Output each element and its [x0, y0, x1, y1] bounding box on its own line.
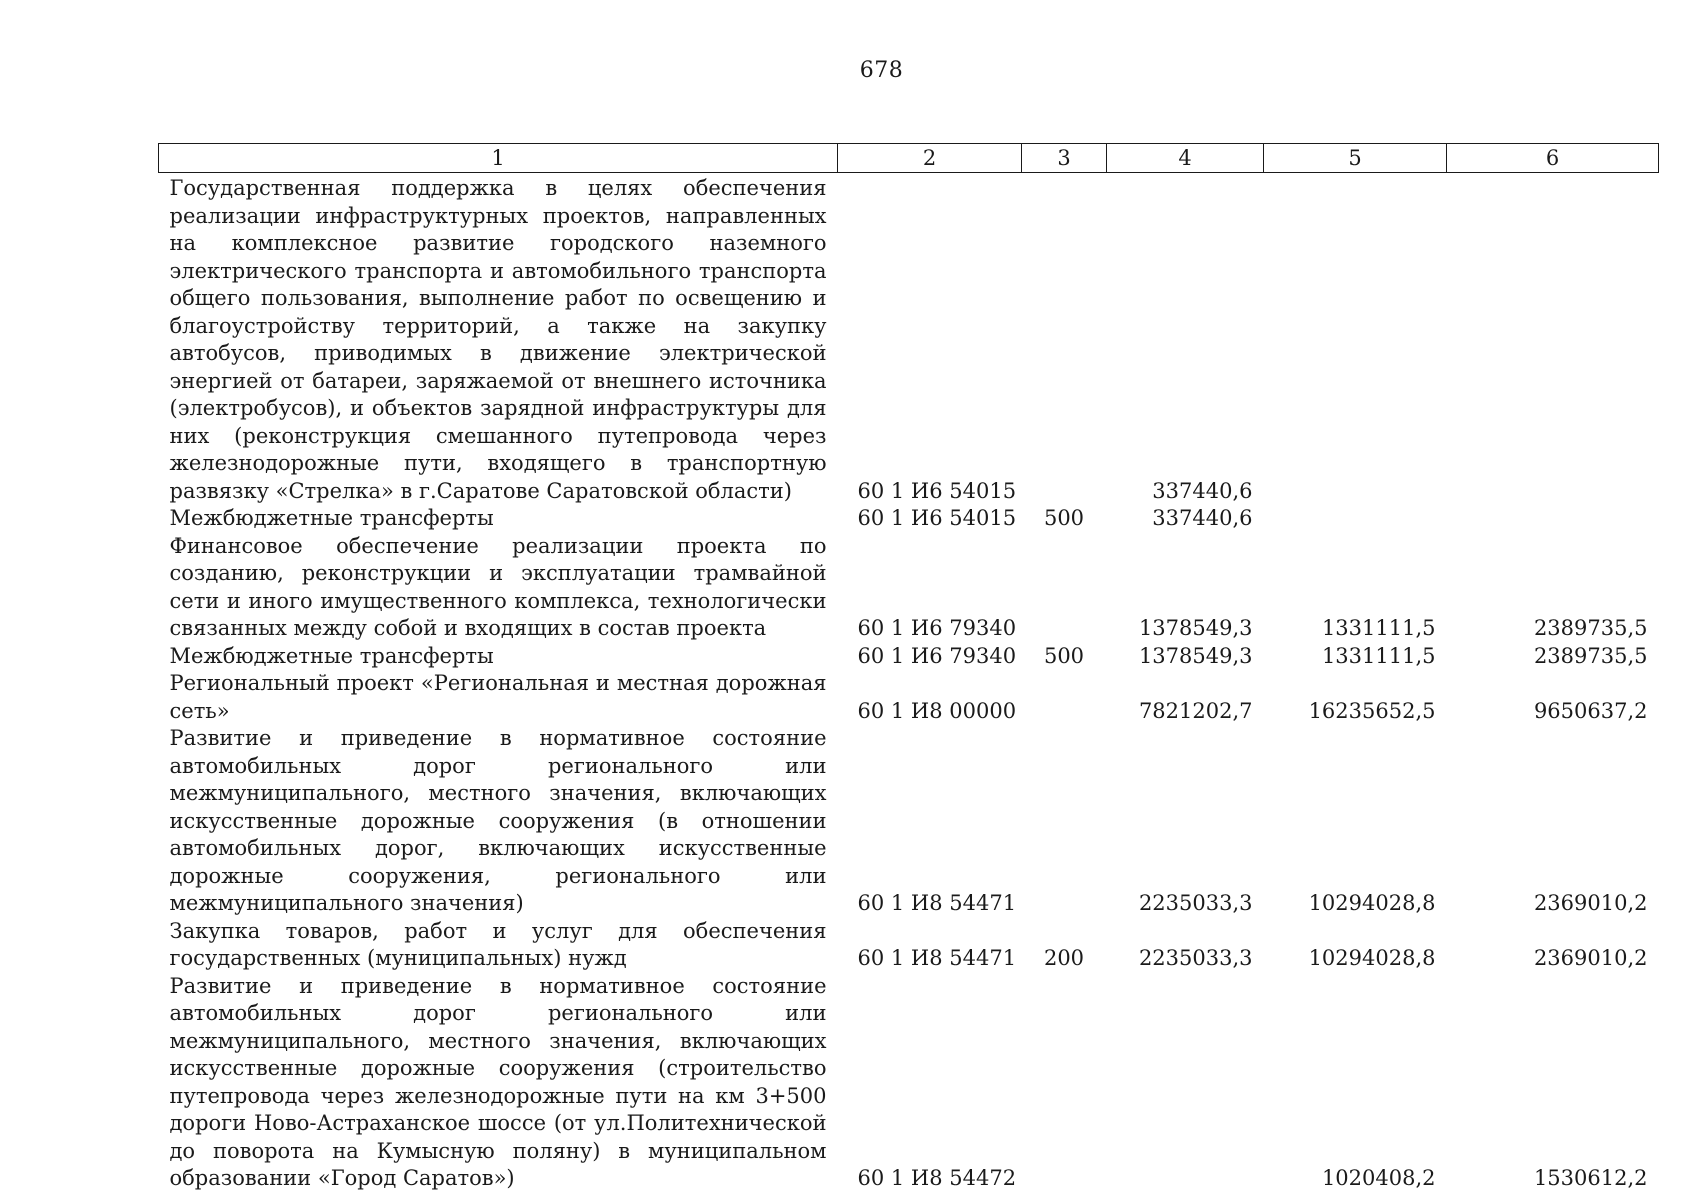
row-value-col6: 1530612,2 [1533, 1166, 1648, 1190]
row-value-col4: 1378549,3 [1138, 616, 1253, 640]
row-expense-type [1022, 725, 1107, 918]
row-code: 60 1 И8 54471 [857, 891, 1017, 915]
row-name: Межбюджетные трансферты [169, 643, 494, 668]
column-header-5: 5 [1264, 144, 1447, 173]
row-name: Региональный проект «Региональная и местная дорожная сеть» [169, 671, 827, 723]
table-row [159, 918, 1659, 973]
table-row [159, 643, 1659, 671]
row-name: Государственная поддержка в целях обеспечения реализации инфраструктурных проектов, направленных на комплексное развитие городского наземного электрического транспорта и автомобильного транспорта общего пользования, выполнение работ по освещению и благоустройству территорий, а также на закупку автобусов, приводимых в движение электрической энергией от батареи, заряжаемой от внешнего источника (электробусов), и объектов зарядной инфраструктуры для них (реконструкция смешанного путепровода через железнодорожные пути, входящего в транспортную развязку «Стрелка» в г.Саратове Саратовской области) [169, 176, 827, 503]
row-value-col4: 1378549,3 [1138, 643, 1253, 668]
row-value-col4: 337440,6 [1152, 506, 1253, 530]
column-header-2: 2 [838, 144, 1022, 173]
row-expense-type [1022, 670, 1107, 725]
column-header-3: 3 [1022, 144, 1107, 173]
row-name: Развитие и приведение в нормативное состояние автомобильных дорог регионального или межмуниципального, местного значения, включающих искусственные дорожные сооружения (в отношении автомобильных дорог, включающих искусственные дорожные сооружения, регионального или межмуниципального значения) [169, 726, 827, 915]
table-header-row [159, 144, 1659, 173]
row-name: Развитие и приведение в нормативное состояние автомобильных дорог регионального или межмуниципального, местного значения, включающих искусственные дорожные сооружения (строительство путепровода через железнодорожные пути на км 3+500 дороги Ново-Астраханское шоссе (от ул.Политехнической до поворота на Кумысную поляну) в муниципальном образовании «Город Саратов») [169, 973, 827, 1190]
row-value-col6 [1447, 505, 1659, 533]
row-code: 60 1 И8 54471 [857, 946, 1017, 970]
row-code: 60 1 И6 79340 [857, 616, 1017, 640]
row-value-col6 [1447, 173, 1659, 506]
row-expense-type [1022, 973, 1107, 1193]
row-value-col4: 337440,6 [1152, 478, 1253, 503]
row-value-col5: 1331111,5 [1321, 616, 1436, 640]
column-header-4: 4 [1107, 144, 1264, 173]
row-value-col6: 2369010,2 [1533, 946, 1648, 970]
row-code: 60 1 И6 54015 [857, 506, 1017, 530]
row-expense-type: 500 [1043, 506, 1085, 530]
table-row [159, 725, 1659, 918]
row-name: Межбюджетные трансферты [169, 506, 494, 530]
row-value-col5: 10294028,8 [1308, 891, 1436, 915]
row-expense-type [1022, 533, 1107, 643]
row-value-col6: 2369010,2 [1533, 891, 1648, 915]
row-expense-type: 200 [1043, 946, 1085, 970]
table-row [159, 670, 1659, 725]
table-row [159, 505, 1659, 533]
row-value-col5: 10294028,8 [1308, 946, 1436, 970]
table-row [159, 173, 1659, 506]
row-value-col6: 2389735,5 [1533, 643, 1648, 668]
table-row [159, 973, 1659, 1193]
row-value-col4: 7821202,7 [1138, 698, 1253, 723]
row-code: 60 1 И6 79340 [857, 643, 1017, 668]
row-name: Закупка товаров, работ и услуг для обеспечения государственных (муниципальных) нужд [169, 918, 827, 970]
table-row [159, 533, 1659, 643]
row-name: Финансовое обеспечение реализации проекта по созданию, реконструкции и эксплуатации трамвайной сети и иного имущественного комплекса, технологически связанных между собой и входящих в состав проекта [169, 533, 827, 640]
row-expense-type [1022, 173, 1107, 506]
row-value-col6: 2389735,5 [1533, 616, 1648, 640]
column-header-1: 1 [159, 144, 838, 173]
row-value-col5: 16235652,5 [1308, 698, 1436, 723]
budget-table [158, 143, 1659, 1193]
row-value-col4 [1107, 973, 1264, 1193]
row-value-col5: 1331111,5 [1321, 643, 1436, 668]
row-value-col5 [1264, 505, 1447, 533]
row-expense-type: 500 [1043, 643, 1085, 668]
row-value-col5 [1264, 173, 1447, 506]
column-header-6: 6 [1447, 144, 1659, 173]
row-value-col6: 9650637,2 [1533, 698, 1648, 723]
row-value-col4: 2235033,3 [1138, 891, 1253, 915]
row-value-col5: 1020408,2 [1321, 1166, 1436, 1190]
row-code: 60 1 И8 54472 [857, 1166, 1017, 1190]
row-code: 60 1 И6 54015 [857, 478, 1017, 503]
row-value-col4: 2235033,3 [1138, 946, 1253, 970]
row-code: 60 1 И8 00000 [857, 698, 1017, 723]
page-number: 678 [859, 58, 904, 83]
